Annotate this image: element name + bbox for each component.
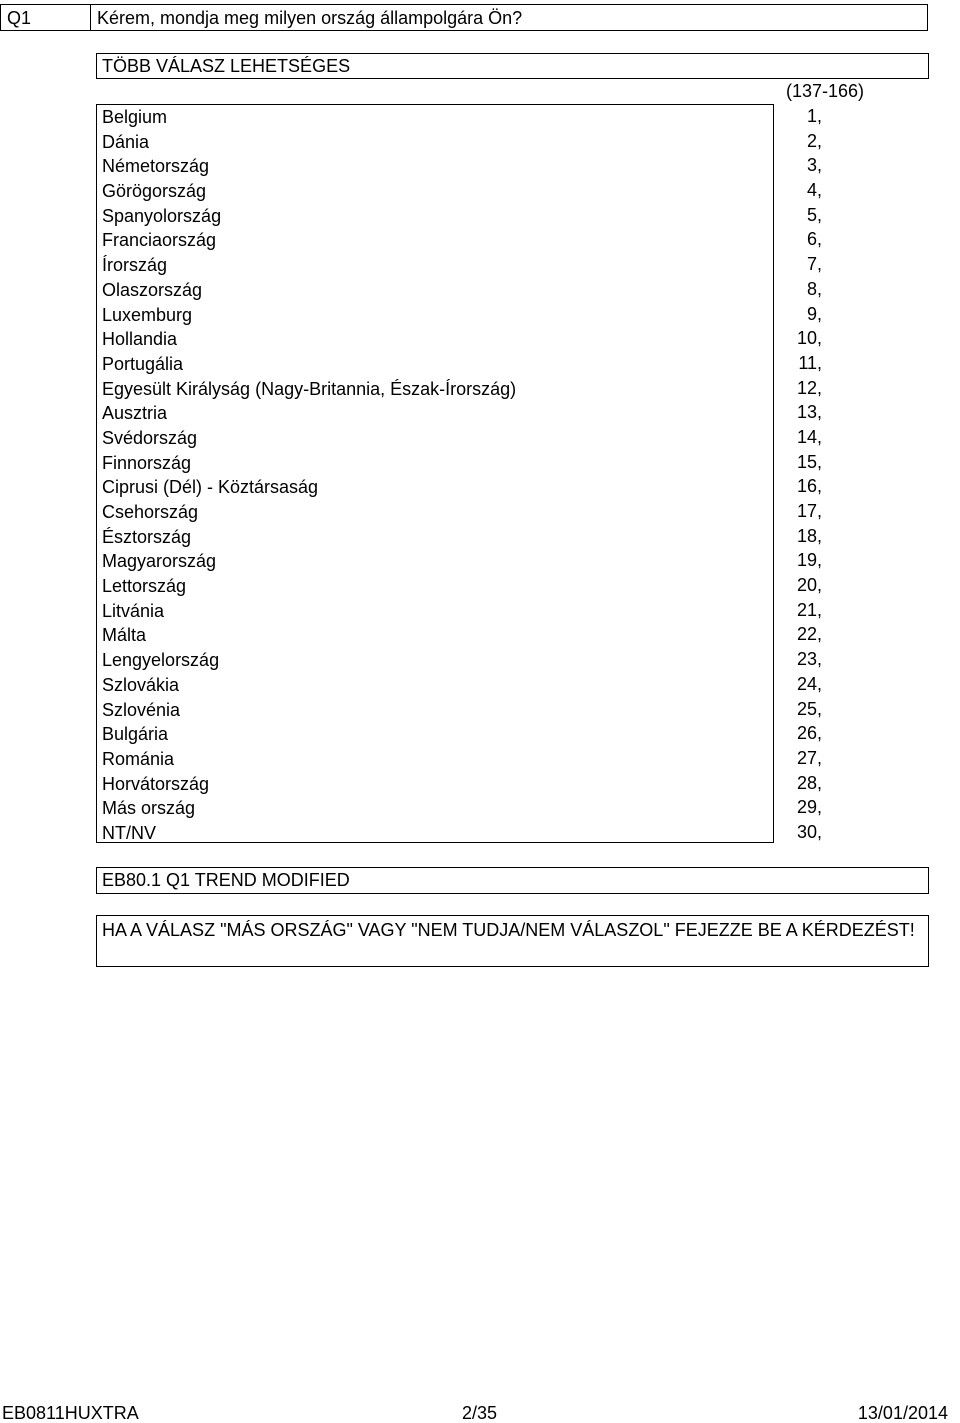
answer-code: 27,	[796, 747, 822, 768]
answer-option: Luxemburg	[102, 304, 193, 325]
answer-code: 29,	[796, 797, 822, 818]
answer-code: 23,	[796, 649, 822, 670]
answer-code: 18,	[796, 525, 822, 546]
answer-option: Lettország	[102, 576, 187, 597]
answer-option: Németország	[102, 156, 210, 177]
answer-option: Dánia	[102, 131, 150, 152]
answer-code: 1,	[806, 106, 822, 126]
answer-code: 25,	[796, 698, 822, 719]
answer-option: NT/NV	[102, 822, 156, 843]
trend-note: EB80.1 Q1 TREND MODIFIED	[96, 867, 929, 894]
answer-code: 14,	[796, 426, 822, 447]
answer-list	[96, 104, 774, 843]
answer-option: Észtország	[102, 526, 192, 547]
answer-option: Ciprusi (Dél) - Köztársaság	[102, 477, 319, 498]
answer-option: Olaszország	[102, 279, 203, 300]
answer-option: Hollandia	[102, 329, 178, 350]
answer-code: 12,	[796, 377, 822, 398]
answer-code: 5,	[806, 204, 822, 225]
answer-code: 6,	[806, 229, 822, 250]
answer-option: Litvánia	[102, 600, 165, 621]
answer-option: Szlovénia	[102, 699, 181, 720]
routing-instruction: HA A VÁLASZ "MÁS ORSZÁG" VAGY "NEM TUDJA/NEM VÁLASZOL" FEJEZZE BE A KÉRDEZÉST!	[96, 915, 929, 967]
answer-code: 21,	[796, 599, 822, 620]
answer-code: 8,	[806, 278, 822, 299]
question-text: Kérem, mondja meg milyen ország állampolgára Ön?	[97, 8, 523, 28]
answer-code: 11,	[798, 352, 822, 373]
question-id: Q1	[1, 5, 91, 30]
answer-code: 24,	[796, 673, 822, 694]
page-footer	[0, 1403, 960, 1423]
answer-code: 26,	[796, 723, 822, 744]
answer-option: Portugália	[102, 353, 184, 374]
multiple-answer-instruction: TÖBB VÁLASZ LEHETSÉGES	[96, 53, 929, 79]
footer-page-number: 2/35	[462, 1403, 498, 1423]
answer-code: 3,	[806, 155, 822, 176]
answer-code: 2,	[806, 130, 822, 151]
answer-code: 10,	[796, 328, 822, 349]
answer-code: 13,	[796, 402, 822, 423]
answer-option: Belgium	[102, 107, 168, 127]
answer-code: 9,	[806, 303, 822, 324]
answer-option: Finnország	[102, 452, 192, 473]
column-range: (137-166)	[785, 81, 864, 101]
answer-option: Románia	[102, 748, 175, 769]
answer-codes	[780, 104, 822, 845]
answer-code: 7,	[806, 254, 822, 275]
answer-code: 30,	[796, 821, 822, 842]
answer-option: Szlovákia	[102, 674, 180, 695]
footer-date: 13/01/2014	[857, 1403, 948, 1423]
answer-option: Csehország	[102, 502, 199, 522]
answer-option: Ausztria	[102, 403, 168, 424]
answer-option: Bulgária	[102, 724, 169, 745]
answer-code: 17,	[796, 501, 822, 521]
answer-option: Lengyelország	[102, 650, 220, 671]
answer-code: 28,	[796, 772, 822, 793]
answer-option: Görögország	[102, 181, 207, 202]
answer-code: 20,	[796, 575, 822, 596]
answer-option: Svédország	[102, 427, 198, 448]
answer-option: Spanyolország	[102, 205, 222, 226]
answer-option: Horvátország	[102, 773, 210, 794]
answer-option: Más ország	[102, 798, 196, 819]
answer-option: Málta	[102, 625, 147, 646]
footer-questionnaire-id: EB0811HUXTRA	[2, 1403, 139, 1423]
answer-code: 16,	[796, 476, 822, 497]
answer-code: 15,	[796, 451, 822, 472]
answer-option: Írország	[102, 255, 168, 276]
answer-code: 22,	[796, 624, 822, 645]
answer-code: 19,	[796, 550, 822, 571]
answer-code: 4,	[806, 180, 822, 201]
question-row	[0, 4, 928, 31]
answer-option: Magyarország	[102, 551, 217, 572]
answer-option: Egyesült Királyság (Nagy-Britannia, Észak-Írország)	[102, 378, 517, 399]
answer-option: Franciaország	[102, 230, 217, 251]
